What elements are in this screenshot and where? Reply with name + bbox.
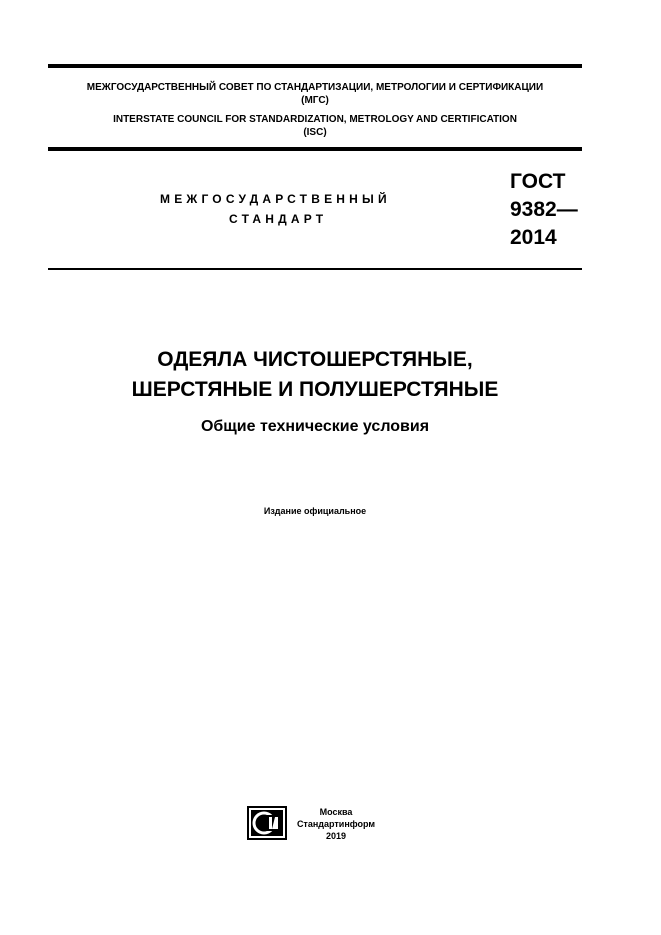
- publisher-year: 2019: [325, 831, 347, 841]
- council-abbr-en: (ISC): [303, 127, 327, 138]
- standard-rule: [48, 268, 582, 270]
- standard-type-line2: СТАНДАРТ: [229, 212, 328, 226]
- document-subtitle: Общие технические условия: [200, 418, 430, 435]
- header-rule: [48, 147, 582, 151]
- top-rule: [48, 64, 582, 68]
- standartinform-logo: [247, 806, 287, 840]
- standard-type-line1: МЕЖГОСУДАРСТВЕННЫЙ: [160, 192, 391, 206]
- gost-label: ГОСТ: [510, 170, 566, 193]
- publisher-name: Стандартинформ: [296, 819, 376, 829]
- document-title-line2: ШЕРСТЯНЫЕ И ПОЛУШЕРСТЯНЫЕ: [131, 378, 499, 401]
- gost-number: 9382—: [510, 198, 578, 221]
- document-title-line1: ОДЕЯЛА ЧИСТОШЕРСТЯНЫЕ,: [157, 348, 473, 371]
- edition-label: Издание официальное: [263, 506, 367, 516]
- council-name-ru: МЕЖГОСУДАРСТВЕННЫЙ СОВЕТ ПО СТАНДАРТИЗАЦИИ, МЕТРОЛОГИИ И СЕРТИФИКАЦИИ: [86, 82, 544, 93]
- council-name-en: INTERSTATE COUNCIL FOR STANDARDIZATION, METROLOGY AND CERTIFICATION: [113, 114, 517, 125]
- gost-year: 2014: [510, 226, 557, 249]
- publisher-city: Москва: [319, 807, 353, 817]
- council-abbr-ru: (МГС): [301, 95, 329, 106]
